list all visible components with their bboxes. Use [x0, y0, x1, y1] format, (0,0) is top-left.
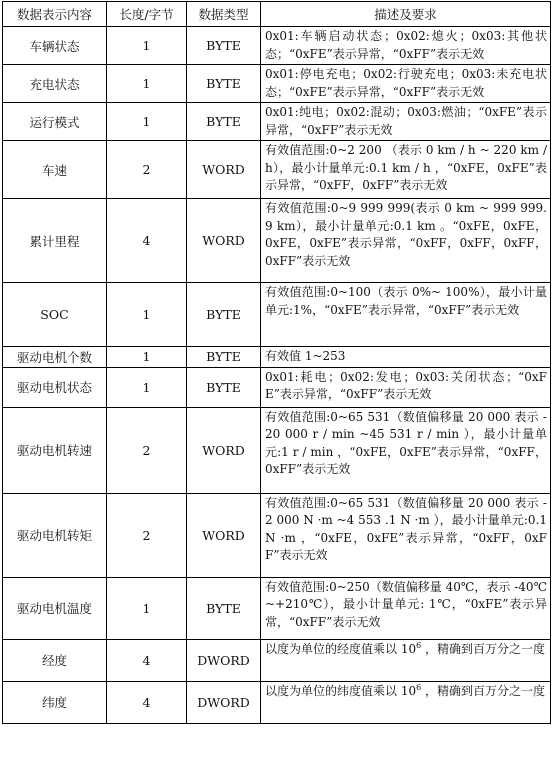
cell-desc: 0x01:车辆启动状态；0x02:熄火；0x03:其他状态；“0xFE”表示异常，“0xFF”表示无效	[261, 27, 551, 65]
cell-name: SOC	[3, 283, 107, 347]
cell-type: WORD	[187, 141, 261, 199]
cell-name: 驱动电机温度	[3, 577, 107, 639]
cell-length: 1	[107, 577, 187, 639]
cell-type: BYTE	[187, 347, 261, 368]
cell-length: 1	[107, 65, 187, 103]
cell-length: 1	[107, 27, 187, 65]
cell-desc: 0x01:停电充电；0x02:行驶充电；0x03:未充电状态；“0xFE”表示异常，“0xFF”表示无效	[261, 65, 551, 103]
header-name: 数据表示内容	[3, 2, 107, 27]
cell-desc: 有效值范围:0~2 200 （表示 0 km / h ~ 220 km / h），最小计量单元:0.1 km / h ，“0xFE，0xFE”表示异常，“0xFF，0xFF”表示无效	[261, 141, 551, 199]
table-row	[3, 367, 551, 407]
cell-name: 充电状态	[3, 65, 107, 103]
cell-desc: 有效值范围:0~100（表示 0%~ 100%），最小计量单元:1%，“0xFE”表示异常，“0xFF”表示无效	[261, 283, 551, 347]
cell-length: 2	[107, 493, 187, 577]
cell-name: 驱动电机状态	[3, 367, 107, 407]
cell-name: 驱动电机转速	[3, 407, 107, 493]
cell-type: BYTE	[187, 367, 261, 407]
table-row	[3, 577, 551, 639]
header-type: 数据类型	[187, 2, 261, 27]
cell-length: 1	[107, 283, 187, 347]
desc-text: ，精确到百万分之一度	[421, 683, 546, 698]
table-row	[3, 27, 551, 65]
table-row	[3, 681, 551, 723]
header-desc: 描述及要求	[261, 2, 551, 27]
exponent: 6	[416, 682, 422, 692]
cell-name: 车速	[3, 141, 107, 199]
cell-name: 运行模式	[3, 103, 107, 141]
cell-length: 2	[107, 407, 187, 493]
cell-length: 4	[107, 199, 187, 283]
cell-length: 4	[107, 681, 187, 723]
cell-type: DWORD	[187, 681, 261, 723]
cell-name: 累计里程	[3, 199, 107, 283]
cell-length: 2	[107, 141, 187, 199]
cell-name: 驱动电机个数	[3, 347, 107, 368]
cell-type: BYTE	[187, 27, 261, 65]
table-row	[3, 103, 551, 141]
cell-type: BYTE	[187, 103, 261, 141]
cell-type: WORD	[187, 199, 261, 283]
cell-length: 1	[107, 367, 187, 407]
cell-desc	[261, 681, 551, 723]
desc-text: ，精确到百万分之一度	[421, 641, 546, 656]
table-row	[3, 141, 551, 199]
cell-desc: 有效值范围:0~250（数值偏移量 40℃，表示 -40℃~+210℃），最小计量单元: 1℃，“0xFE”表示异常，“0xFF”表示无效	[261, 577, 551, 639]
table-row	[3, 199, 551, 283]
exponent: 6	[416, 640, 422, 650]
cell-type: BYTE	[187, 65, 261, 103]
table-header-row	[3, 2, 551, 27]
table-row	[3, 639, 551, 681]
desc-text: 以度为单位的纬度值乘以 10	[265, 683, 417, 698]
cell-name: 驱动电机转矩	[3, 493, 107, 577]
table-row	[3, 283, 551, 347]
cell-length: 1	[107, 347, 187, 368]
cell-desc	[261, 639, 551, 681]
cell-type: DWORD	[187, 639, 261, 681]
cell-length: 4	[107, 639, 187, 681]
table-row	[3, 493, 551, 577]
cell-desc: 0x01:耗电；0x02:发电；0x03:关闭状态；“0xFE”表示异常，“0xFF”表示无效	[261, 367, 551, 407]
cell-name: 经度	[3, 639, 107, 681]
desc-text: 以度为单位的经度值乘以 10	[265, 641, 417, 656]
cell-type: BYTE	[187, 577, 261, 639]
cell-desc: 有效值 1~253	[261, 347, 551, 368]
cell-desc: 有效值范围:0~65 531（数值偏移量 20 000 表示 -2 000 N ·m ~4 553 .1 N ·m ），最小计量单元:0.1 N ·m ，“0xFE，0xFE”表示异常，“0xFF，0xFF”表示无效	[261, 493, 551, 577]
cell-desc: 有效值范围:0~9 999 999(表示 0 km ~ 999 999.9 km），最小计量单元:0.1 km 。“0xFE，0xFE，0xFE，0xFE”表示异常，“0xFF，0xFF，0xFF，0xFF”表示无效	[261, 199, 551, 283]
cell-length: 1	[107, 103, 187, 141]
cell-name: 车辆状态	[3, 27, 107, 65]
table-row	[3, 407, 551, 493]
cell-name: 纬度	[3, 681, 107, 723]
cell-desc: 0x01:纯电；0x02:混动；0x03:燃油；“0xFE”表示异常，“0xFF”表示无效	[261, 103, 551, 141]
table-row	[3, 347, 551, 368]
cell-desc: 有效值范围:0~65 531（数值偏移量 20 000 表示 -20 000 r / min ~45 531 r / min ），最小计量单元:1 r / min ，“0xFE，0xFE”表示异常，“0xFF，0xFF”表示无效	[261, 407, 551, 493]
header-length: 长度/字节	[107, 2, 187, 27]
table-row	[3, 65, 551, 103]
vehicle-data-spec-table	[2, 1, 551, 724]
cell-type: BYTE	[187, 283, 261, 347]
cell-type: WORD	[187, 407, 261, 493]
cell-type: WORD	[187, 493, 261, 577]
